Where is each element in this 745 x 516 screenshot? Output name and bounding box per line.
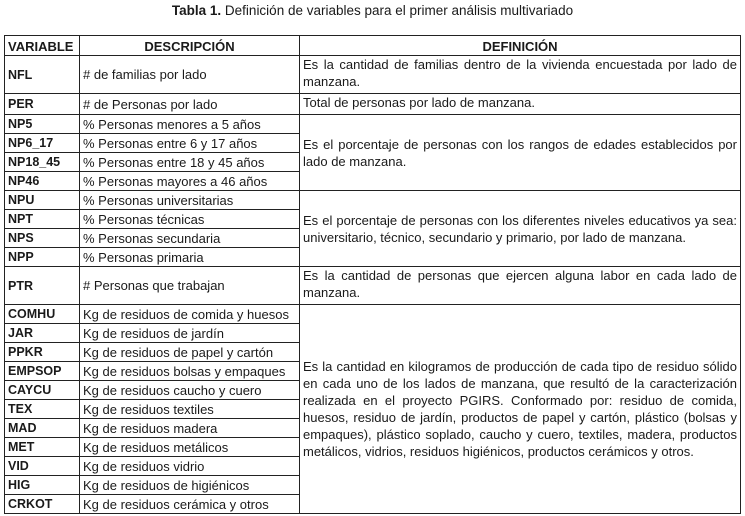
- variable-cell: NP18_45: [5, 153, 80, 172]
- header-descripcion: DESCRIPCIÓN: [80, 36, 300, 56]
- definition-per: Total de personas por lado de manzana.: [300, 94, 741, 115]
- variable-cell: PER: [5, 94, 80, 115]
- description-cell: Kg de residuos de papel y cartón: [80, 343, 300, 362]
- variable-cell: VID: [5, 457, 80, 476]
- variable-cell: EMPSOP: [5, 362, 80, 381]
- description-cell: Kg de residuos madera: [80, 419, 300, 438]
- variable-cell: NP46: [5, 172, 80, 191]
- description-cell: % Personas técnicas: [80, 210, 300, 229]
- description-cell: Kg de residuos de jardín: [80, 324, 300, 343]
- definition-waste: Es la cantidad en kilogramos de producción de cada tipo de residuo sólido en cada uno de los lados de manzana, que resultó de la caracterización realizada en el proyecto PGIRS. Conformado por: residuo de comida, huesos, residuo de jardín, productos de papel y cartón, plástico (bolsas y empaques), plástico soplado, caucho y cuero, textiles, madera, productos metálicos, vidrios, residuos higiénicos, productos cerámicos y otros.: [300, 305, 741, 514]
- description-cell: # de familias por lado: [80, 56, 300, 94]
- table-row: [5, 191, 741, 210]
- variable-cell: MAD: [5, 419, 80, 438]
- description-cell: Kg de residuos de comida y huesos: [80, 305, 300, 324]
- description-cell: % Personas primaria: [80, 248, 300, 267]
- description-cell: % Personas menores a 5 años: [80, 115, 300, 134]
- description-cell: % Personas secundaria: [80, 229, 300, 248]
- description-cell: % Personas entre 6 y 17 años: [80, 134, 300, 153]
- table-row: [5, 305, 741, 324]
- description-cell: % Personas mayores a 46 años: [80, 172, 300, 191]
- variable-cell: JAR: [5, 324, 80, 343]
- variables-table: [4, 35, 741, 514]
- variable-cell: CAYCU: [5, 381, 80, 400]
- description-cell: % Personas entre 18 y 45 años: [80, 153, 300, 172]
- variable-cell: NFL: [5, 56, 80, 94]
- variable-cell: NPP: [5, 248, 80, 267]
- description-cell: Kg de residuos bolsas y empaques: [80, 362, 300, 381]
- variable-cell: NP5: [5, 115, 80, 134]
- description-cell: # de Personas por lado: [80, 94, 300, 115]
- definition-nfl: Es la cantidad de familias dentro de la vivienda encuestada por lado de manzana.: [300, 56, 741, 94]
- description-cell: % Personas universitarias: [80, 191, 300, 210]
- variable-cell: PPKR: [5, 343, 80, 362]
- header-row: [5, 36, 741, 56]
- variable-cell: NPT: [5, 210, 80, 229]
- caption-label: Tabla 1.: [171, 3, 222, 18]
- variable-cell: MET: [5, 438, 80, 457]
- variable-cell: NPU: [5, 191, 80, 210]
- variable-cell: PTR: [5, 267, 80, 305]
- variable-cell: COMHU: [5, 305, 80, 324]
- description-cell: Kg de residuos textiles: [80, 400, 300, 419]
- variable-cell: NPS: [5, 229, 80, 248]
- definition-ages: Es el porcentaje de personas con los rangos de edades establecidos por lado de manzana.: [300, 115, 741, 191]
- definition-ptr: Es la cantidad de personas que ejercen alguna labor en cada lado de manzana.: [300, 267, 741, 305]
- description-cell: Kg de residuos de higiénicos: [80, 476, 300, 495]
- description-cell: Kg de residuos cerámica y otros: [80, 495, 300, 514]
- table-row: [5, 115, 741, 134]
- variable-cell: CRKOT: [5, 495, 80, 514]
- table-caption: [0, 3, 745, 18]
- header-definicion: DEFINICIÓN: [300, 36, 741, 56]
- definition-education: Es el porcentaje de personas con los diferentes niveles educativos ya sea: universitario, técnico, secundario y primario, por lado de manzana.: [300, 191, 741, 267]
- header-variable: VARIABLE: [5, 36, 80, 56]
- variable-cell: HIG: [5, 476, 80, 495]
- table-row: [5, 267, 741, 305]
- variable-cell: NP6_17: [5, 134, 80, 153]
- description-cell: Kg de residuos caucho y cuero: [80, 381, 300, 400]
- description-cell: Kg de residuos metálicos: [80, 438, 300, 457]
- table-row: [5, 94, 741, 115]
- variable-cell: TEX: [5, 400, 80, 419]
- description-cell: # Personas que trabajan: [80, 267, 300, 305]
- caption-text: Definición de variables para el primer análisis multivariado: [221, 3, 574, 18]
- table-row: [5, 56, 741, 94]
- description-cell: Kg de residuos vidrio: [80, 457, 300, 476]
